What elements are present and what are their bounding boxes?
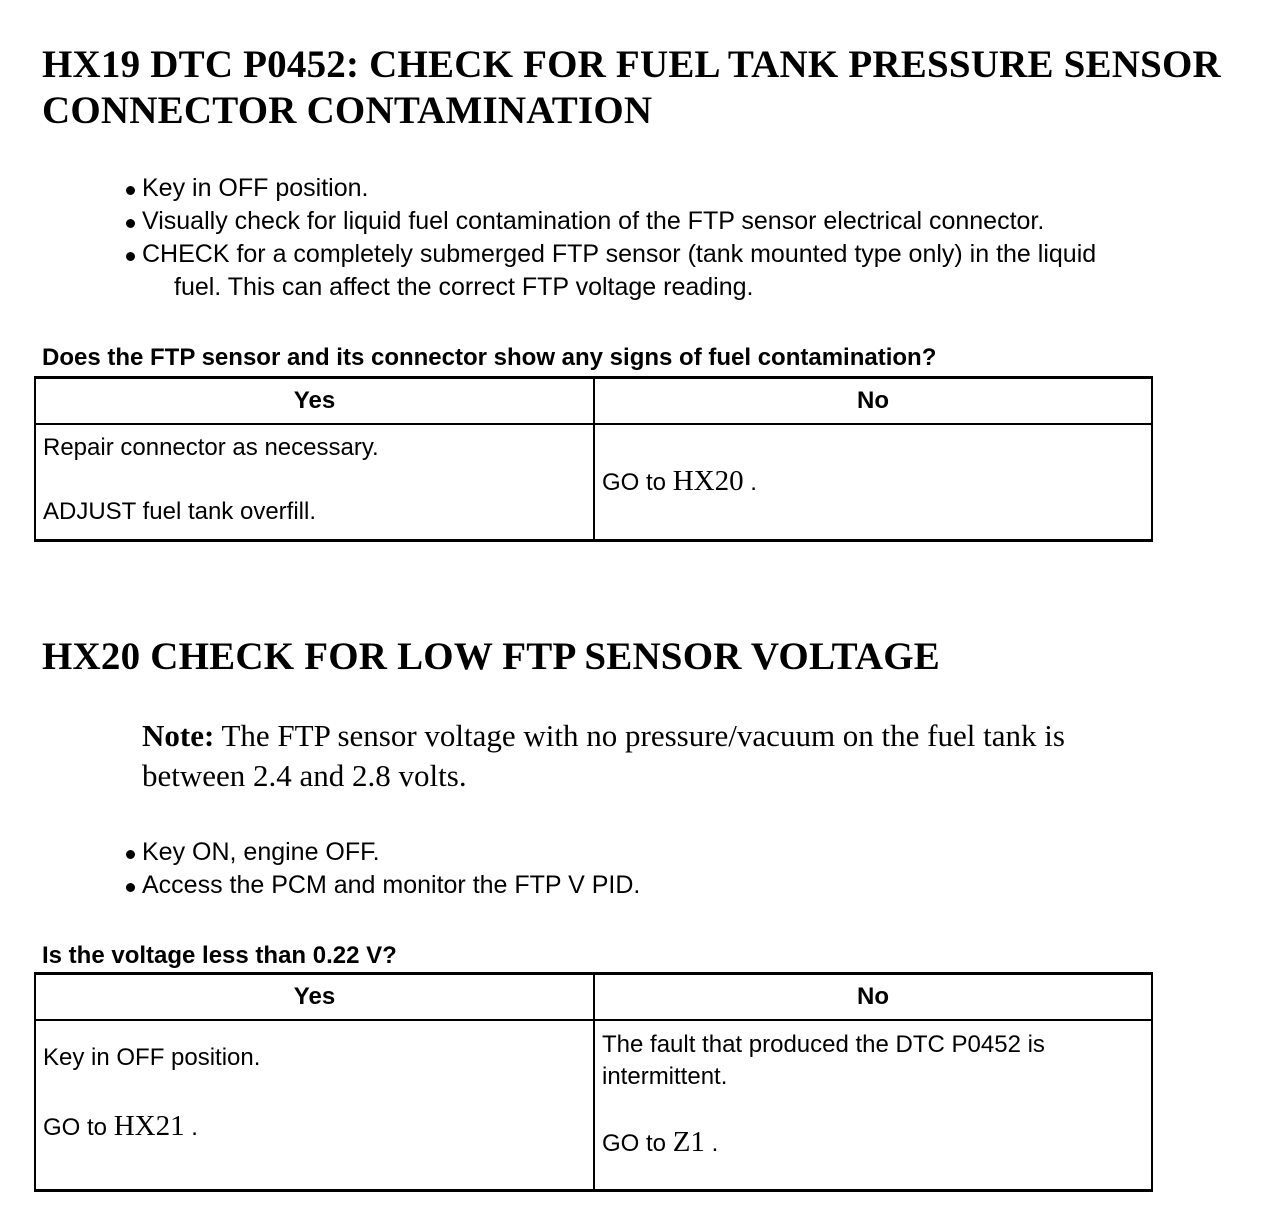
no-column-header: No [594,974,1152,1021]
action-text: ADJUST fuel tank overfill. [43,498,316,525]
no-action-cell [594,424,1152,541]
table-row [35,424,1152,541]
hx20-decision-table [34,972,1153,1192]
table-row [35,1020,1152,1191]
hx19-decision-table [34,376,1153,542]
goto-suffix: . [704,1130,719,1157]
section-hx20-heading: HX20 CHECK FOR LOW FTP SENSOR VOLTAGE [42,635,941,678]
goto-suffix: . [184,1114,198,1141]
goto-hx20-link[interactable]: HX20 [672,465,744,497]
list-item [124,238,1224,304]
step-text-continuation: fuel. This can affect the correct FTP voltage reading. [174,273,754,301]
section-hx19-heading: HX19 DTC P0452: CHECK FOR FUEL TANK PRESSURE SENSOR CONNECTOR CONTAMINATION [42,43,1221,132]
no-column-header: No [594,378,1152,425]
goto-line [43,1111,593,1143]
note-text: The FTP sensor voltage with no pressure/vacuum on the fuel tank is between 2.4 and 2.8 volts. [142,718,1065,793]
hx19-step-list [124,172,1224,304]
step-text: Key ON, engine OFF. [142,838,380,866]
yes-action-cell [35,1020,594,1191]
hx20-step-list [124,836,1224,902]
step-text: Key in OFF position. [142,174,369,202]
goto-line [602,1127,1121,1159]
table-header-row [35,974,1152,1021]
goto-suffix: . [743,469,757,496]
goto-prefix: GO to [602,469,673,496]
step-text: Access the PCM and monitor the FTP V PID. [142,871,641,899]
no-action-cell [594,1020,1152,1191]
hx19-question: Does the FTP sensor and its connector show any signs of fuel contamination? [42,344,937,371]
yes-column-header: Yes [35,974,594,1021]
bullet-icon [126,850,135,859]
bullet-icon [126,219,135,228]
yes-column-header: Yes [35,378,594,425]
note-label: Note: [142,718,215,753]
goto-prefix: GO to [43,1114,114,1141]
action-text: The fault that produced the DTC P0452 is intermittent. [602,1031,1045,1090]
goto-prefix: GO to [602,1130,673,1157]
bullet-icon [126,252,135,261]
goto-hx21-link[interactable]: HX21 [113,1110,185,1142]
hx20-question: Is the voltage less than 0.22 V? [42,942,397,969]
list-item [124,836,1224,869]
list-item [124,205,1224,238]
step-text: Visually check for liquid fuel contamination of the FTP sensor electrical connector. [142,207,1045,235]
list-item [124,869,1224,902]
action-text: Key in OFF position. [43,1044,261,1071]
bullet-icon [126,186,135,195]
action-text: Repair connector as necessary. [43,434,379,461]
table-header-row [35,378,1152,425]
voltage-note [142,716,1162,796]
list-item [124,172,1224,205]
yes-action-cell [35,424,594,541]
bullet-icon [126,883,135,892]
step-text: CHECK for a completely submerged FTP sensor (tank mounted type only) in the liquid [142,240,1097,268]
goto-z1-link[interactable]: Z1 [672,1126,705,1158]
